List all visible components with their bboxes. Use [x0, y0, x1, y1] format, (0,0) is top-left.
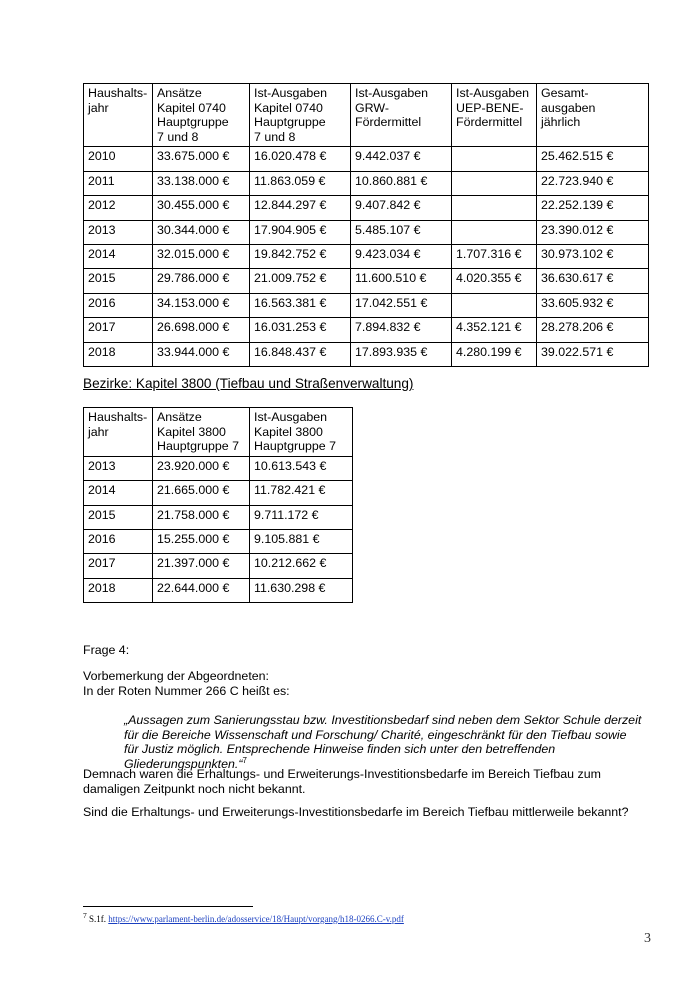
column-header: Ansätze Kapitel 3800 Hauptgruppe 7	[153, 408, 250, 457]
table-row	[84, 554, 353, 578]
table-header-row	[84, 84, 649, 147]
year-cell: 2016	[84, 529, 153, 553]
amount-cell: 33.605.932 €	[537, 293, 649, 317]
amount-cell: 30.344.000 €	[153, 220, 250, 244]
amount-cell: 15.255.000 €	[153, 529, 250, 553]
footnote-link[interactable]: https://www.parlament-berlin.de/adosservice/18/Haupt/vorgang/h18-0266.C-v.pdf	[108, 914, 404, 924]
amount-cell: 33.675.000 €	[153, 147, 250, 171]
column-header: Ist-Ausgaben GRW- Fördermittel	[351, 84, 452, 147]
year-cell: 2014	[84, 481, 153, 505]
table-row	[84, 147, 649, 171]
column-header: Ist-Ausgaben Kapitel 3800 Hauptgruppe 7	[250, 408, 353, 457]
amount-cell: 10.212.662 €	[250, 554, 353, 578]
table-row	[84, 196, 649, 220]
amount-cell: 34.153.000 €	[153, 293, 250, 317]
year-cell: 2012	[84, 196, 153, 220]
footnote-prefix: S.1f.	[86, 914, 109, 924]
year-cell: 2018	[84, 578, 153, 602]
year-cell: 2010	[84, 147, 153, 171]
amount-cell: 10.613.543 €	[250, 456, 353, 480]
amount-cell: 4.352.121 €	[452, 318, 537, 342]
amount-cell: 16.848.437 €	[250, 342, 351, 366]
amount-cell: 17.042.551 €	[351, 293, 452, 317]
table-row	[84, 342, 649, 366]
amount-cell: 7.894.832 €	[351, 318, 452, 342]
question-paragraph: Sind die Erhaltungs- und Erweiterungs-Investitionsbedarfe im Bereich Tiefbau mittlerweile bekannt?	[83, 805, 629, 819]
amount-cell: 11.600.510 €	[351, 269, 452, 293]
table-header-row	[84, 408, 353, 457]
footnote	[83, 911, 404, 924]
amount-cell	[452, 196, 537, 220]
amount-cell: 9.711.172 €	[250, 505, 353, 529]
amount-cell: 4.020.355 €	[452, 269, 537, 293]
amount-cell: 21.758.000 €	[153, 505, 250, 529]
amount-cell: 30.973.102 €	[537, 244, 649, 268]
amount-cell: 11.782.421 €	[250, 481, 353, 505]
section-heading: Bezirke: Kapitel 3800 (Tiefbau und Straßenverwaltung)	[83, 376, 414, 391]
amount-cell: 11.863.059 €	[250, 171, 351, 195]
amount-cell: 11.630.298 €	[250, 578, 353, 602]
amount-cell: 19.842.752 €	[250, 244, 351, 268]
table-row	[84, 220, 649, 244]
footnote-number: 7	[83, 911, 87, 920]
amount-cell: 33.944.000 €	[153, 342, 250, 366]
column-header: Haushalts- jahr	[84, 408, 153, 457]
footnote-divider	[83, 906, 253, 907]
amount-cell	[452, 293, 537, 317]
amount-cell: 23.920.000 €	[153, 456, 250, 480]
year-cell: 2017	[84, 318, 153, 342]
table-row	[84, 293, 649, 317]
amount-cell: 16.020.478 €	[250, 147, 351, 171]
amount-cell: 5.485.107 €	[351, 220, 452, 244]
amount-cell	[452, 147, 537, 171]
amount-cell: 9.423.034 €	[351, 244, 452, 268]
source-intro: In der Roten Nummer 266 C heißt es:	[83, 684, 290, 698]
amount-cell: 10.860.881 €	[351, 171, 452, 195]
statement-paragraph: Demnach waren die Erhaltungs- und Erweiterungs-Investitionsbedarfe im Bereich Tiefbau zum damaligen Zeitpunkt noch nicht bekannt.	[83, 767, 601, 796]
amount-cell: 36.630.617 €	[537, 269, 649, 293]
amount-cell: 26.698.000 €	[153, 318, 250, 342]
year-cell: 2015	[84, 505, 153, 529]
year-cell: 2016	[84, 293, 153, 317]
year-cell: 2015	[84, 269, 153, 293]
amount-cell: 9.442.037 €	[351, 147, 452, 171]
budget-table-kapitel-0740	[83, 83, 649, 367]
amount-cell: 9.105.881 €	[250, 529, 353, 553]
page-number: 3	[644, 931, 651, 946]
block-quote	[124, 713, 644, 771]
amount-cell: 16.031.253 €	[250, 318, 351, 342]
year-cell: 2018	[84, 342, 153, 366]
year-cell: 2013	[84, 456, 153, 480]
amount-cell: 21.009.752 €	[250, 269, 351, 293]
footnote-reference[interactable]: 7	[242, 755, 247, 765]
amount-cell: 30.455.000 €	[153, 196, 250, 220]
year-cell: 2013	[84, 220, 153, 244]
year-cell: 2017	[84, 554, 153, 578]
amount-cell: 39.022.571 €	[537, 342, 649, 366]
amount-cell: 1.707.316 €	[452, 244, 537, 268]
table-row	[84, 244, 649, 268]
column-header: Haushalts- jahr	[84, 84, 153, 147]
amount-cell: 12.844.297 €	[250, 196, 351, 220]
amount-cell: 9.407.842 €	[351, 196, 452, 220]
question-label: Frage 4:	[83, 643, 130, 657]
table-row	[84, 481, 353, 505]
budget-table-kapitel-3800	[83, 407, 353, 603]
amount-cell: 17.904.905 €	[250, 220, 351, 244]
preliminary-remark-label: Vorbemerkung der Abgeordneten:	[83, 669, 269, 683]
amount-cell: 21.397.000 €	[153, 554, 250, 578]
amount-cell: 16.563.381 €	[250, 293, 351, 317]
amount-cell: 29.786.000 €	[153, 269, 250, 293]
year-cell: 2014	[84, 244, 153, 268]
table-row	[84, 529, 353, 553]
amount-cell: 25.462.515 €	[537, 147, 649, 171]
amount-cell: 22.644.000 €	[153, 578, 250, 602]
amount-cell	[452, 171, 537, 195]
amount-cell	[452, 220, 537, 244]
amount-cell: 28.278.206 €	[537, 318, 649, 342]
column-header: Ansätze Kapitel 0740 Hauptgruppe 7 und 8	[153, 84, 250, 147]
amount-cell: 23.390.012 €	[537, 220, 649, 244]
amount-cell: 22.252.139 €	[537, 196, 649, 220]
table-row	[84, 318, 649, 342]
amount-cell: 22.723.940 €	[537, 171, 649, 195]
table-row	[84, 456, 353, 480]
table-row	[84, 171, 649, 195]
amount-cell: 33.138.000 €	[153, 171, 250, 195]
column-header: Ist-Ausgaben UEP-BENE- Fördermittel	[452, 84, 537, 147]
table-row	[84, 505, 353, 529]
amount-cell: 21.665.000 €	[153, 481, 250, 505]
amount-cell: 17.893.935 €	[351, 342, 452, 366]
column-header: Gesamt- ausgaben jährlich	[537, 84, 649, 147]
column-header: Ist-Ausgaben Kapitel 0740 Hauptgruppe 7 und 8	[250, 84, 351, 147]
amount-cell: 32.015.000 €	[153, 244, 250, 268]
quote-text: „Aussagen zum Sanierungsstau bzw. Investitionsbedarf sind neben dem Sektor Schule derzeit für die Bereiche Wissenschaft und Forschung/ Charité, eingeschränkt für den Tiefbau sowie für Justiz möglich. Entsprechende Hinweise finden sich unter den betreffenden Gliederungspunkten.“	[124, 713, 642, 771]
amount-cell: 4.280.199 €	[452, 342, 537, 366]
table-row	[84, 269, 649, 293]
year-cell: 2011	[84, 171, 153, 195]
table-row	[84, 578, 353, 602]
